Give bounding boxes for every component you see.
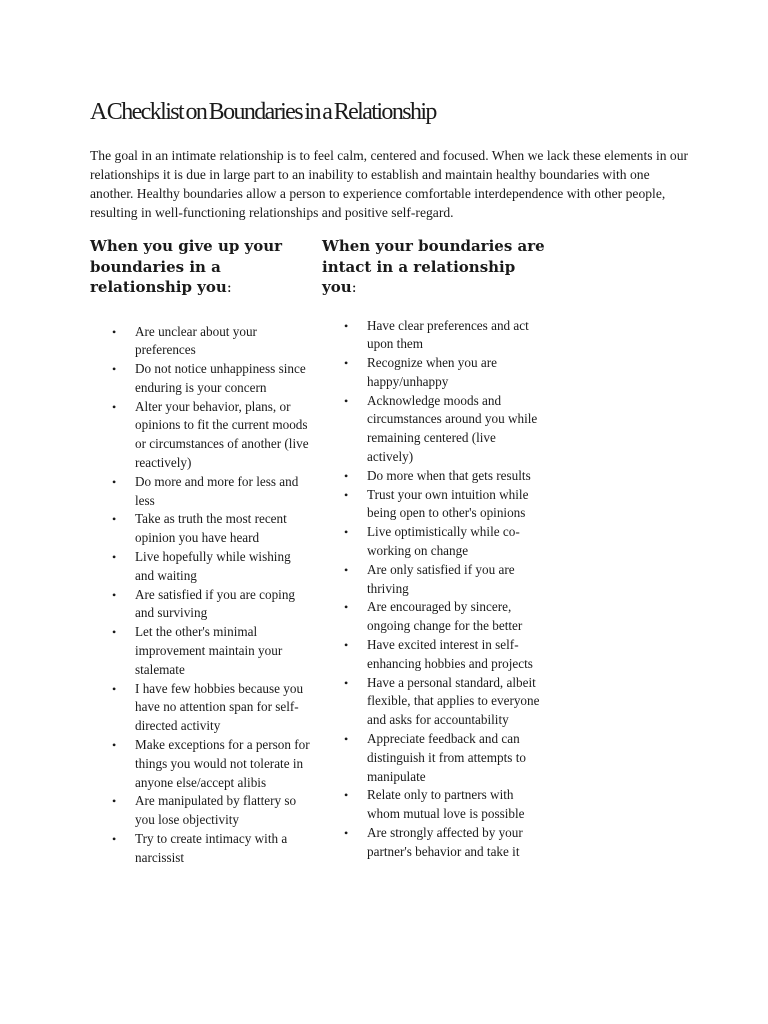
document-title: A Checklist on Boundaries in a Relationship [90, 99, 436, 125]
right-column-heading [322, 236, 548, 298]
list-item: • Live optimistically while co-working on change [344, 524, 520, 559]
list-item: • Do more when that gets results [322, 467, 548, 486]
bullet-icon: • [112, 832, 117, 847]
bullet-icon: • [112, 794, 117, 809]
list-item: • Appreciate feedback and can distinguish it from attempts to manipulate [344, 731, 526, 784]
list-item: • Are manipulated by flattery so you lose objectivity [112, 793, 297, 828]
left-heading-colon: : [226, 278, 232, 296]
bullet-icon: • [344, 600, 349, 615]
bullet-icon: • [344, 638, 349, 653]
list-item: • Do not notice unhappiness since enduring is your concern [112, 361, 306, 395]
right-column [322, 236, 548, 862]
list-item: • Relate only to partners with whom mutual love is possible [344, 787, 525, 822]
list-item: • Live hopefully while wishing and waiting [112, 549, 291, 583]
list-item: • Are strongly affected by your partner's behavior and take it [344, 825, 523, 859]
left-column [90, 236, 312, 868]
bullet-icon: • [344, 732, 349, 747]
list-item: • Try to create intimacy with a narcissist [112, 831, 288, 865]
bullet-icon: • [344, 487, 349, 502]
list-item: • Let the other's minimal improvement maintain your stalemate [112, 624, 283, 677]
list-item: • Have clear preferences and act upon them [344, 317, 529, 352]
bullet-icon: • [112, 550, 117, 565]
bullet-icon: • [344, 468, 349, 483]
intro-paragraph: The goal in an intimate relationship is to feel calm, centered and focused. When we lack these elements in our relationships it is due in large part to an inability to establish and maintain healthy boundaries with one another. Healthy boundaries allow a person to experience comfortable interdependence with other people, resulting in well-functioning relationships and positive self-regard. [90, 148, 689, 220]
bullet-icon: • [112, 681, 117, 696]
bullet-icon: • [112, 587, 117, 602]
left-heading-text: When you give up your boundaries in a relationship you [90, 237, 283, 296]
bullet-icon: • [344, 788, 349, 803]
bullet-icon: • [344, 356, 349, 371]
bullet-icon: • [112, 362, 117, 377]
right-checklist [322, 317, 548, 862]
bullet-icon: • [112, 399, 117, 414]
bullet-icon: • [112, 512, 117, 527]
list-item: • Acknowledge moods and circumstances around you while remaining centered (live actively) [344, 392, 538, 465]
left-column-heading [90, 236, 312, 298]
list-item: • Recognize when you are happy/unhappy [344, 355, 497, 389]
list-item: • Trust your own intuition while being open to other's opinions [344, 486, 529, 521]
bullet-icon: • [344, 525, 349, 540]
left-checklist [90, 323, 312, 868]
bullet-icon: • [112, 625, 117, 640]
bullet-icon: • [344, 562, 349, 577]
bullet-icon: • [112, 738, 117, 753]
list-item: • Are satisfied if you are coping and surviving [112, 586, 296, 621]
bullet-icon: • [344, 393, 349, 408]
right-heading-text: When your boundaries are intact in a relationship you [322, 237, 545, 296]
list-item: • Have excited interest in self-enhancing hobbies and projects [344, 637, 533, 671]
list-item: • Are encouraged by sincere, ongoing change for the better [344, 599, 523, 634]
list-item: • Are unclear about your preferences [112, 323, 257, 358]
list-item: • Are only satisfied if you are thriving [344, 561, 515, 596]
list-item: • Do more and more for less and less [112, 473, 299, 508]
list-item: • Have a personal standard, albeit flexible, that applies to everyone and asks for accountability [344, 674, 540, 728]
bullet-icon: • [344, 318, 349, 333]
bullet-icon: • [112, 474, 117, 489]
bullet-icon: • [112, 324, 117, 339]
list-item: • Take as truth the most recent opinion you have heard [112, 511, 287, 546]
list-item: • Alter your behavior, plans, or opinions to fit the current moods or circumstances of another (live reactively) [112, 398, 309, 471]
bullet-icon: • [344, 826, 349, 841]
right-heading-colon: : [351, 278, 357, 296]
list-item: • I have few hobbies because you have no attention span for self-directed activity [112, 680, 304, 734]
bullet-icon: • [344, 675, 349, 690]
list-item: • Make exceptions for a person for things you would not tolerate in anyone else/accept alibis [112, 737, 310, 790]
